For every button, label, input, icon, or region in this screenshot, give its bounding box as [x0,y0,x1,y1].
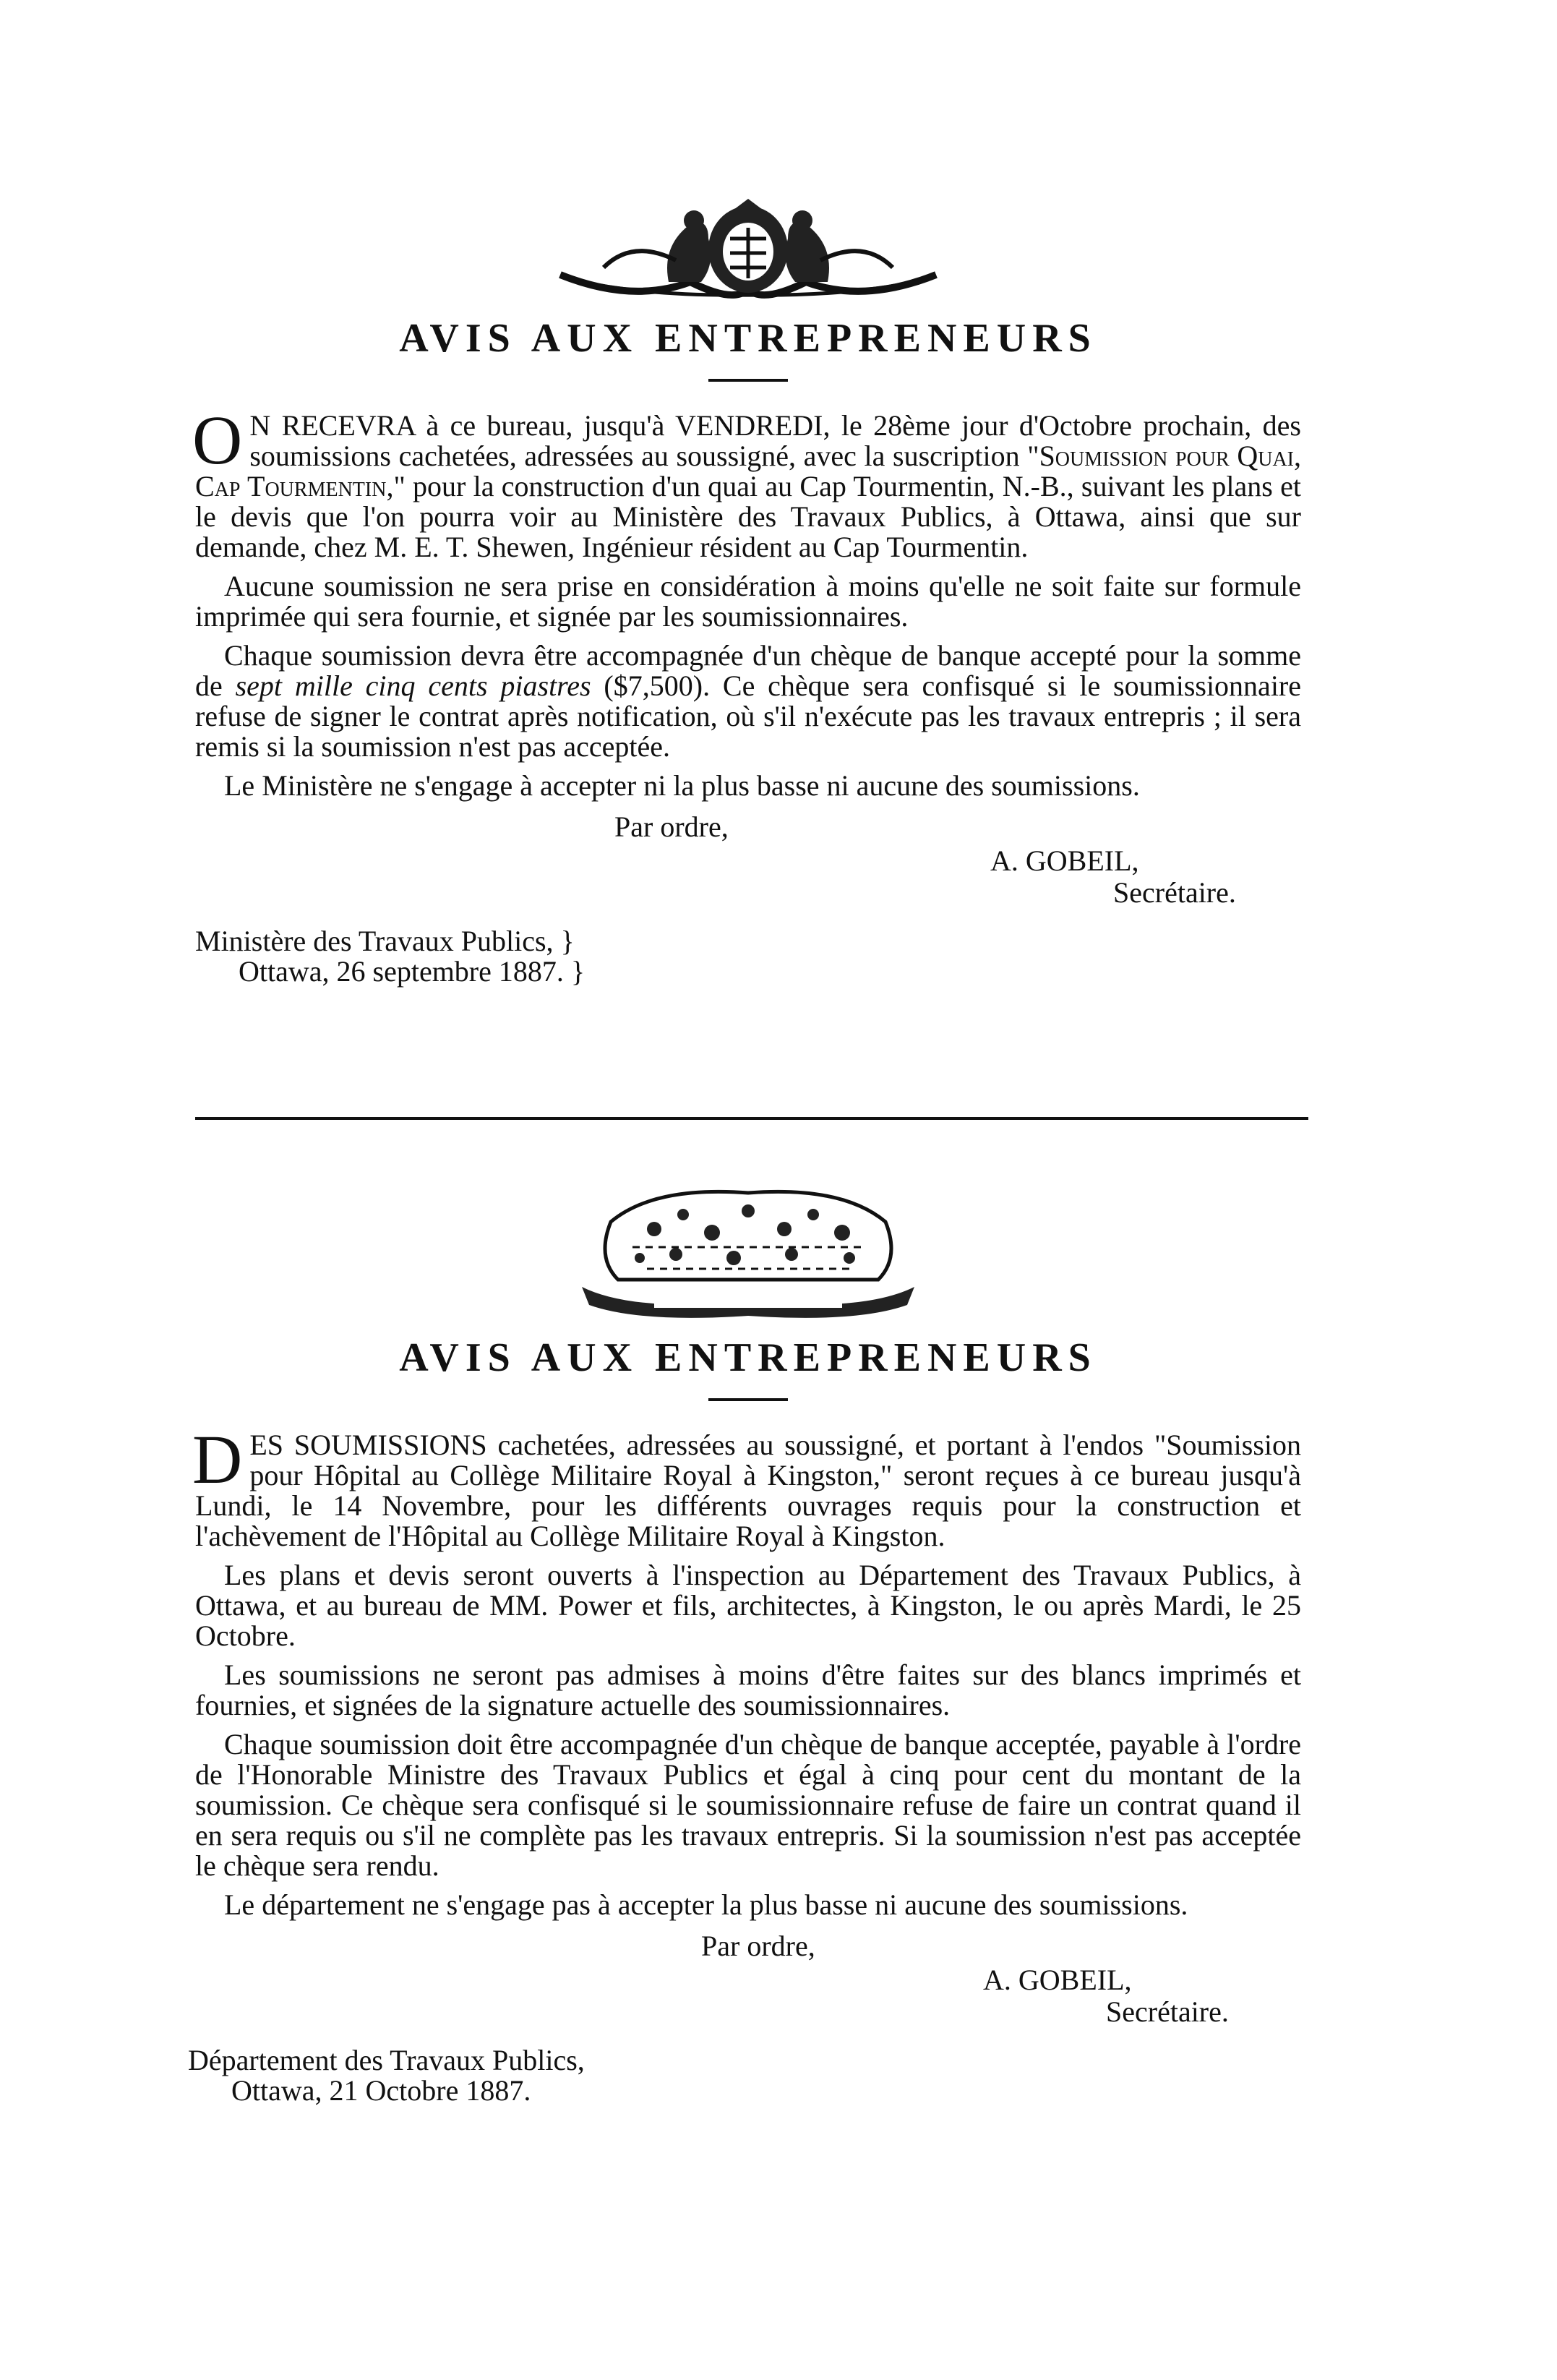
paragraph-4: Le Ministère ne s'engage à accepter ni la plus basse ni aucune des soumissions. [224,769,1140,802]
royal-coat-of-arms-emblem [546,195,951,304]
notice-heading: AVIS AUX ENTREPRENEURS [399,316,1097,361]
place-line-2: Ottawa, 21 Octobre 1887. [231,2073,531,2107]
notice-cap-tourmentin [192,195,1302,988]
notice-heading: AVIS AUX ENTREPRENEURS [399,1335,1097,1380]
place-ministry: Ministère des Travaux Publics, [195,924,554,957]
place-date [195,926,1301,987]
place-line-1: Département des Travaux Publics, [188,2043,585,2076]
paragraph-3: Les soumissions ne seront pas admises à moins d'être faites sur des blancs imprimés et fournies, et signées de la signature actuelle des soumissionnaires. [195,1658,1301,1721]
paragraph-3 [195,638,1302,763]
notice-hopital-kingston [188,1178,1301,2107]
signer-title: Secrétaire. [1113,876,1236,909]
paragraph-1-text-a: N RECEVRA à ce bureau, jusqu'à VENDREDI, le 28ème jour d'Octobre prochain, des soumissions cachetées, adressées au soussigné, avec la suscription " [249,408,1301,472]
paragraph-3-text-a: Chaque soumission devra être accompagnée d'un chèque de banque accepté pour la somme de [195,638,1301,702]
paragraph-3-amount-words: sept mille cinq cents piastres [235,669,591,702]
heading-rule [708,379,788,382]
paragraph-1-text-b: ," pour la construction d'un quai au Cap Tourmentin, N.-B., suivant les plans et le devis que l'on pourra voir au Ministère des Travaux Publics, à Ottawa, ainsi que sur demande, chez M. E. T. Shewen, Ingénieur résident au Cap Tourmentin. [195,469,1302,563]
paragraph-1 [192,1420,1301,1552]
par-ordre: Par ordre, [701,1929,815,1962]
royal-crest-emblem [567,1178,929,1323]
drop-cap: D [192,1420,243,1498]
paragraph-5: Le département ne s'engage pas à accepter la plus basse ni aucune des soumissions. [224,1888,1188,1921]
paragraph-2: Aucune soumission ne sera prise en considération à moins qu'elle ne soit faite sur formule imprimée qui sera fournie, et signée par les soumissionnaires. [195,569,1301,633]
section-divider [195,1117,1308,1120]
place-date [188,2045,1301,2106]
place-date-text: Ottawa, 26 septembre 1887. [239,954,564,988]
par-ordre: Par ordre, [614,810,729,843]
signer-title: Secrétaire. [1106,1995,1229,2028]
paragraph-3-text-b: ($7,500). Ce chèque sera confisqué si le soumissionnaire refuse de signer le contrat après notification, où s'il n'exécute pas les travaux entrepris ; il sera remis si la soumission n'est pas acceptée. [195,669,1302,763]
paragraph-1 [192,401,1302,563]
place-line-1: Ministère des Travaux Publics, } [195,924,575,957]
signer-name: A. GOBEIL, [990,844,1139,877]
drop-cap: O [192,401,243,479]
paragraph-2: Les plans et devis seront ouverts à l'inspection au Département des Travaux Publics, à Ottawa, et au bureau de MM. Power et fils, architectes, à Kingston, le ou après Mardi, le 25 Octobre. [195,1558,1301,1652]
place-line-2: Ottawa, 26 septembre 1887. } [239,954,586,988]
heading-rule [708,1398,788,1401]
signer-name: A. GOBEIL, [983,1963,1132,1996]
paragraph-1-text: ES SOUMISSIONS cachetées, adressées au soussigné, et portant à l'endos "Soumission pour Hôpital au Collège Militaire Royal à Kingston," seront reçues à ce bureau jusqu'à Lundi, le 14 Novembre, pour les différents ouvrages requis pour la construction et l'achèvement de l'Hôpital au Collège Militaire Royal à Kingston. [195,1428,1301,1552]
paragraph-4: Chaque soumission doit être accompagnée d'un chèque de banque acceptée, payable à l'ordre de l'Honorable Ministre des Travaux Publics et égal à cinq pour cent du montant de la soumission. Ce chèque sera confisqué si le soumissionnaire refuse de faire un contrat quand il en sera requis ou s'il ne complète pas les travaux entrepris. Si la soumission n'est pas acceptée le chèque sera rendu. [195,1727,1301,1882]
paragraph-1-suscription: Soumission pour Quai, Cap Tourmentin [195,439,1301,502]
